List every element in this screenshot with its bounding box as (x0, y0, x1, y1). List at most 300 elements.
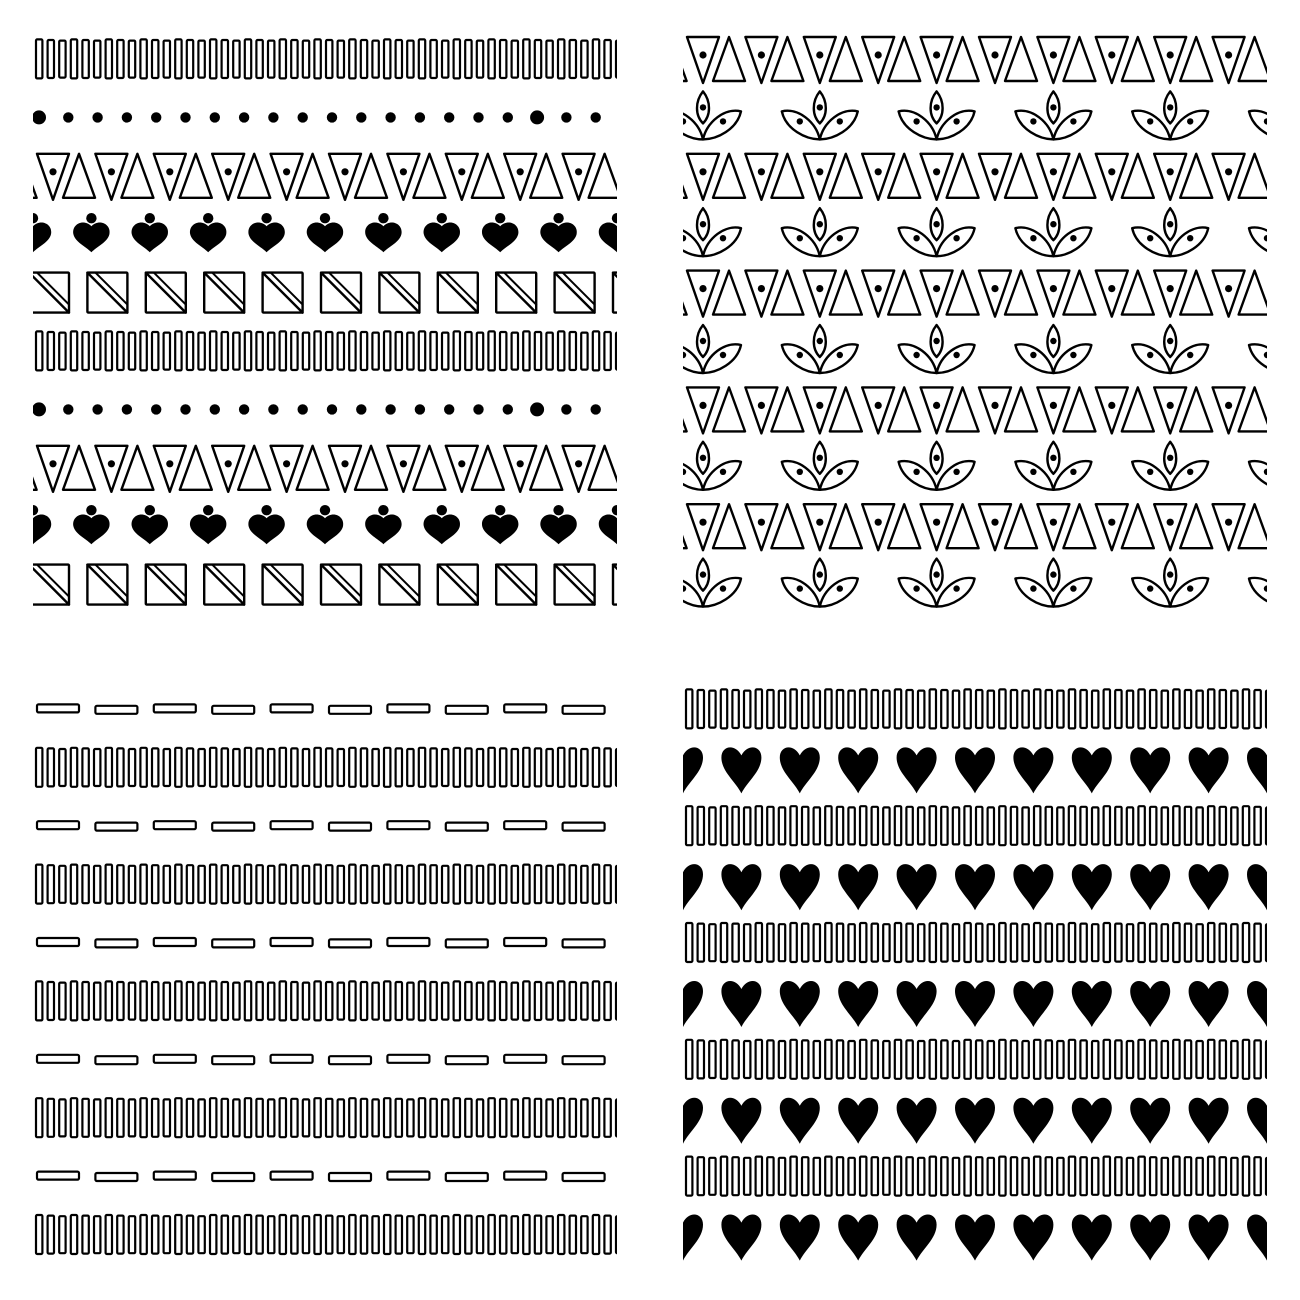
bar-outline-icon (465, 40, 471, 78)
dash-outline-icon (329, 1056, 371, 1064)
leaf-sprout-icon (1015, 325, 1091, 373)
bar-outline-icon (326, 748, 332, 786)
bar-outline-icon (326, 332, 332, 370)
square-diagonal-icon (613, 565, 617, 605)
bar-outline-icon (94, 983, 100, 1020)
bar-outline-icon (210, 865, 216, 904)
bar-outline-icon (512, 1216, 518, 1253)
bar-outline-icon (349, 1098, 355, 1137)
dash-outline-icon (154, 1172, 196, 1180)
triangle-dot (49, 168, 56, 175)
bar-outline-icon (523, 1215, 529, 1254)
bar-outline-icon (198, 983, 204, 1020)
heart-flower-icon (599, 505, 617, 544)
bar-outline-icon (848, 924, 854, 961)
bar-outline-icon (1046, 690, 1052, 728)
bar-outline-icon (442, 983, 448, 1020)
bar-outline-icon (1185, 924, 1191, 962)
bar-outline-icon (326, 865, 332, 903)
bar-outline-icon (430, 748, 436, 786)
bar-outline-icon (837, 690, 843, 728)
bar-outline-icon (314, 1098, 320, 1137)
bar-outline-icon (71, 39, 77, 78)
dash-outline-icon (563, 1173, 605, 1181)
bar-outline-icon (1011, 1040, 1017, 1078)
dash-outline-icon (37, 704, 79, 712)
bar-outline-icon (1092, 1158, 1098, 1195)
triangle-dot (1108, 51, 1115, 58)
bar-outline-icon (1185, 807, 1191, 845)
bar-outline-icon (709, 924, 715, 961)
bar-outline-icon (48, 332, 54, 370)
bar-outline-icon (953, 1158, 959, 1195)
heart-icon (1130, 1215, 1170, 1261)
square-diagonal-icon (33, 273, 69, 313)
bar-outline-icon (814, 924, 820, 961)
pattern-row-dashes (37, 1172, 617, 1181)
bar-outline-icon (558, 748, 564, 787)
bar-outline-icon (1034, 806, 1040, 845)
bar-outline-icon (454, 865, 460, 904)
triangle-dot (1108, 285, 1115, 292)
heart-icon (721, 981, 761, 1027)
leaf-sprout-icon (683, 325, 741, 373)
bar-outline-icon (1057, 1041, 1063, 1078)
bar-outline-icon (245, 981, 251, 1020)
pattern-row-bars (686, 689, 1267, 728)
dash-outline-icon (446, 939, 488, 947)
bar-outline-icon (767, 690, 773, 728)
bar-outline-icon (430, 982, 436, 1020)
leaf-sprout-icon (683, 208, 741, 256)
bar-outline-icon (767, 1157, 773, 1195)
bar-outline-icon (454, 39, 460, 78)
bar-outline-icon (1011, 807, 1017, 845)
heart-icon (1072, 981, 1112, 1027)
triangle-dot (699, 168, 706, 175)
dash-outline-icon (37, 1055, 79, 1063)
bar-outline-icon (1080, 924, 1086, 962)
dot-icon (63, 404, 73, 414)
heart-icon (1130, 864, 1170, 910)
bar-outline-icon (152, 865, 158, 903)
triangle-dot (1050, 402, 1057, 409)
leaf-sprout-icon (782, 325, 858, 373)
dot-icon (268, 112, 278, 122)
bar-outline-icon (268, 983, 274, 1020)
pattern-canvas (33, 683, 617, 1267)
bar-outline-icon (372, 749, 378, 786)
triangle-dot (341, 460, 348, 467)
pattern-row-dashes (37, 1055, 617, 1064)
heart-icon (1013, 864, 1053, 910)
bar-outline-icon (1185, 1157, 1191, 1195)
bar-outline-icon (477, 41, 483, 78)
bar-outline-icon (1115, 690, 1121, 728)
bar-outline-icon (616, 1216, 617, 1253)
heart-flower-icon (190, 505, 226, 544)
bar-outline-icon (523, 748, 529, 787)
bar-outline-icon (407, 333, 413, 370)
bar-outline-icon (837, 1157, 843, 1195)
bar-outline-icon (222, 748, 228, 786)
bar-outline-icon (1022, 1158, 1028, 1195)
pattern-row-bars (686, 923, 1267, 962)
triangle-dot (933, 285, 940, 292)
bar-outline-icon (280, 39, 286, 78)
bar-outline-icon (396, 1216, 402, 1254)
triangle-dot (699, 519, 706, 526)
bar-outline-icon (175, 1098, 181, 1137)
heart-flower-icon (365, 505, 401, 544)
bar-outline-icon (1115, 807, 1121, 845)
bar-outline-icon (1196, 1041, 1202, 1078)
bar-outline-icon (616, 41, 617, 78)
bar-outline-icon (1138, 923, 1144, 962)
bar-outline-icon (512, 41, 518, 78)
bar-outline-icon (930, 1157, 936, 1196)
bar-outline-icon (210, 748, 216, 787)
dot-icon (473, 404, 483, 414)
bar-outline-icon (488, 981, 494, 1020)
bar-outline-icon (918, 1041, 924, 1078)
bar-outline-icon (454, 1215, 460, 1254)
bar-outline-icon (396, 982, 402, 1020)
bar-outline-icon (941, 1157, 947, 1195)
bar-outline-icon (117, 982, 123, 1020)
dot-icon (561, 404, 571, 414)
bar-outline-icon (964, 806, 970, 845)
bar-outline-icon (36, 331, 42, 370)
bar-outline-icon (59, 866, 65, 903)
bar-outline-icon (860, 806, 866, 845)
bar-outline-icon (930, 923, 936, 962)
bar-outline-icon (430, 865, 436, 903)
heart-icon (1072, 1215, 1112, 1261)
bar-outline-icon (1022, 1041, 1028, 1078)
heart-icon (955, 864, 995, 910)
dot-icon (530, 402, 544, 416)
bar-outline-icon (1127, 1041, 1133, 1078)
leaf-sprout-icon (899, 91, 975, 139)
bar-outline-icon (848, 1041, 854, 1078)
bar-outline-icon (523, 865, 529, 904)
bar-outline-icon (396, 865, 402, 903)
dot-icon (151, 112, 161, 122)
bar-outline-icon (756, 1157, 762, 1196)
bar-outline-icon (314, 1215, 320, 1254)
bar-outline-icon (59, 749, 65, 786)
pattern-row-triangles-dotted (683, 387, 1267, 433)
bar-outline-icon (872, 1157, 878, 1195)
heart-flower-icon (33, 505, 51, 544)
bar-outline-icon (268, 1099, 274, 1136)
bar-outline-icon (59, 333, 65, 370)
heart-icon (1130, 747, 1170, 793)
bar-outline-icon (210, 331, 216, 370)
dot-icon (327, 112, 337, 122)
square-diagonal-icon (146, 565, 186, 605)
triangle-dot (699, 285, 706, 292)
bar-outline-icon (814, 691, 820, 728)
bar-outline-icon (1254, 1157, 1260, 1195)
bar-outline-icon (814, 1041, 820, 1078)
leaf-sprout-icon (782, 559, 858, 607)
bar-outline-icon (1104, 1157, 1110, 1196)
heart-icon (780, 1215, 820, 1261)
bar-outline-icon (349, 39, 355, 78)
pattern-row-leaf-sprouts (683, 559, 1267, 607)
bar-outline-icon (36, 39, 42, 78)
bar-outline-icon (82, 1099, 88, 1137)
triangle-dot (933, 168, 940, 175)
bar-outline-icon (210, 981, 216, 1020)
bar-outline-icon (442, 749, 448, 786)
bar-outline-icon (581, 866, 587, 903)
bar-outline-icon (164, 866, 170, 903)
pattern-row-leaf-sprouts (683, 91, 1267, 139)
dash-outline-icon (504, 938, 546, 946)
bar-outline-icon (1011, 690, 1017, 728)
bar-outline-icon (523, 981, 529, 1020)
bar-outline-icon (233, 1216, 239, 1253)
dot-icon (473, 112, 483, 122)
bar-outline-icon (407, 1099, 413, 1136)
triangle-dot (108, 460, 115, 467)
bar-outline-icon (686, 1157, 692, 1196)
triangle-dot (1108, 402, 1115, 409)
bar-outline-icon (175, 1215, 181, 1254)
bar-outline-icon (558, 1098, 564, 1137)
dot-icon (239, 404, 249, 414)
triangle-dot (758, 168, 765, 175)
bar-outline-icon (419, 748, 425, 787)
heart-icon (1247, 1215, 1267, 1261)
pattern-row-hearts (683, 1215, 1267, 1261)
dash-outline-icon (563, 823, 605, 831)
bar-outline-icon (918, 1158, 924, 1195)
bar-outline-icon (1162, 807, 1168, 844)
leaf-sprout-icon (899, 325, 975, 373)
bar-outline-icon (756, 806, 762, 845)
bar-outline-icon (1208, 689, 1214, 728)
dot-icon (415, 112, 425, 122)
bar-outline-icon (1138, 1157, 1144, 1196)
bar-outline-icon (999, 1040, 1005, 1079)
bar-outline-icon (1104, 1040, 1110, 1079)
heart-flower-icon (33, 213, 51, 252)
bar-outline-icon (314, 865, 320, 904)
bar-outline-icon (953, 807, 959, 844)
bar-outline-icon (581, 749, 587, 786)
triangle-dot (1167, 51, 1174, 58)
bar-outline-icon (407, 983, 413, 1020)
pattern-row-squares-diagonal (33, 273, 617, 313)
leaf-sprout-icon (1249, 208, 1267, 256)
bar-outline-icon (477, 749, 483, 786)
bar-outline-icon (535, 748, 541, 786)
triangle-dot (758, 519, 765, 526)
bar-outline-icon (988, 807, 994, 844)
bar-outline-icon (604, 40, 610, 78)
bar-outline-icon (732, 807, 738, 845)
pattern-row-triangles-dotted (33, 154, 617, 200)
bar-outline-icon (1243, 923, 1249, 962)
bar-outline-icon (999, 689, 1005, 728)
dash-outline-icon (387, 938, 429, 946)
bar-outline-icon (349, 865, 355, 904)
leaf-sprout-icon (683, 91, 741, 139)
heart-icon (955, 747, 995, 793)
bar-outline-icon (82, 982, 88, 1020)
bar-outline-icon (1173, 923, 1179, 962)
dash-outline-icon (154, 821, 196, 829)
bar-outline-icon (593, 981, 599, 1020)
bar-outline-icon (1069, 923, 1075, 962)
bar-outline-icon (1138, 1040, 1144, 1079)
dot-icon (63, 112, 73, 122)
dash-outline-icon (212, 1056, 254, 1064)
bar-outline-icon (1231, 691, 1237, 728)
bar-outline-icon (361, 865, 367, 903)
bar-outline-icon (500, 982, 506, 1020)
bar-outline-icon (953, 924, 959, 961)
bar-outline-icon (396, 332, 402, 370)
bar-outline-icon (721, 1157, 727, 1196)
pattern-row-squares-diagonal (33, 565, 617, 605)
heart-icon (683, 981, 703, 1027)
bar-outline-icon (129, 1216, 135, 1253)
bar-outline-icon (245, 1215, 251, 1254)
bar-outline-icon (698, 1157, 704, 1195)
dash-outline-icon (212, 823, 254, 831)
bar-outline-icon (71, 331, 77, 370)
leaf-sprout-icon (1015, 208, 1091, 256)
triangle-dot (875, 519, 882, 526)
bar-outline-icon (558, 1215, 564, 1254)
bar-outline-icon (465, 982, 471, 1020)
bar-outline-icon (152, 1099, 158, 1137)
bar-outline-icon (291, 865, 297, 903)
bar-outline-icon (419, 1098, 425, 1137)
square-diagonal-icon (496, 565, 536, 605)
heart-flower-icon (599, 213, 617, 252)
bar-outline-icon (233, 333, 239, 370)
square-diagonal-icon (321, 565, 361, 605)
triangle-dot (758, 402, 765, 409)
bar-outline-icon (82, 748, 88, 786)
bar-outline-icon (976, 1157, 982, 1195)
bar-outline-icon (314, 981, 320, 1020)
square-diagonal-icon (204, 565, 244, 605)
bar-outline-icon (419, 981, 425, 1020)
bar-outline-icon (465, 1099, 471, 1137)
bar-outline-icon (1231, 807, 1237, 844)
bar-outline-icon (1046, 807, 1052, 845)
bar-outline-icon (1127, 807, 1133, 844)
bar-outline-icon (291, 748, 297, 786)
dot-icon (591, 404, 601, 414)
bar-outline-icon (616, 1099, 617, 1136)
bar-outline-icon (152, 1216, 158, 1254)
bar-outline-icon (233, 749, 239, 786)
bar-outline-icon (1022, 807, 1028, 844)
leaf-sprout-icon (1132, 208, 1208, 256)
dot-icon (561, 112, 571, 122)
dash-outline-icon (271, 938, 313, 946)
dash-outline-icon (95, 1173, 137, 1181)
bar-outline-icon (303, 983, 309, 1020)
bar-outline-icon (1046, 1157, 1052, 1195)
dash-outline-icon (387, 1172, 429, 1180)
dash-outline-icon (212, 706, 254, 714)
bar-outline-icon (175, 39, 181, 78)
bar-outline-icon (988, 1041, 994, 1078)
bar-outline-icon (570, 332, 576, 370)
bar-outline-icon (198, 333, 204, 370)
bar-outline-icon (187, 1099, 193, 1137)
triangle-dot (1167, 519, 1174, 526)
triangle-dot (225, 168, 232, 175)
bar-outline-icon (488, 1215, 494, 1254)
bar-outline-icon (964, 689, 970, 728)
bar-outline-icon (268, 333, 274, 370)
bar-outline-icon (558, 331, 564, 370)
dot-icon (591, 112, 601, 122)
bar-outline-icon (291, 1099, 297, 1137)
heart-icon (1013, 747, 1053, 793)
square-diagonal-icon (438, 273, 478, 313)
dash-outline-icon (95, 939, 137, 947)
heart-icon (897, 747, 937, 793)
leaf-sprout-icon (1249, 325, 1267, 373)
dot-icon (444, 112, 454, 122)
leaf-sprout-icon (1015, 559, 1091, 607)
bar-outline-icon (570, 748, 576, 786)
pattern-row-dashes (37, 821, 617, 830)
heart-icon (1130, 981, 1170, 1027)
bar-outline-icon (36, 865, 42, 904)
bar-outline-icon (512, 1099, 518, 1136)
heart-flower-icon (424, 505, 460, 544)
dash-outline-icon (387, 1055, 429, 1063)
heart-icon (721, 1215, 761, 1261)
bar-outline-icon (338, 1099, 344, 1136)
pattern-row-bars (36, 1215, 617, 1254)
square-diagonal-icon (613, 273, 617, 313)
bar-outline-icon (1231, 1041, 1237, 1078)
bar-outline-icon (106, 1098, 112, 1137)
triangle-dot (283, 460, 290, 467)
bar-outline-icon (767, 807, 773, 845)
bar-outline-icon (106, 331, 112, 370)
pattern-row-bars (36, 748, 617, 787)
bar-outline-icon (872, 807, 878, 845)
heart-flower-icon (190, 213, 226, 252)
bar-outline-icon (94, 333, 100, 370)
triangle-dot (283, 168, 290, 175)
bar-outline-icon (558, 981, 564, 1020)
bar-outline-icon (117, 1216, 123, 1254)
bar-outline-icon (187, 865, 193, 903)
bar-outline-icon (964, 1157, 970, 1196)
bar-outline-icon (477, 866, 483, 903)
bar-outline-icon (848, 1158, 854, 1195)
bar-outline-icon (198, 866, 204, 903)
bar-outline-icon (860, 923, 866, 962)
pattern-row-leaf-sprouts (683, 442, 1267, 490)
bar-outline-icon (814, 807, 820, 844)
